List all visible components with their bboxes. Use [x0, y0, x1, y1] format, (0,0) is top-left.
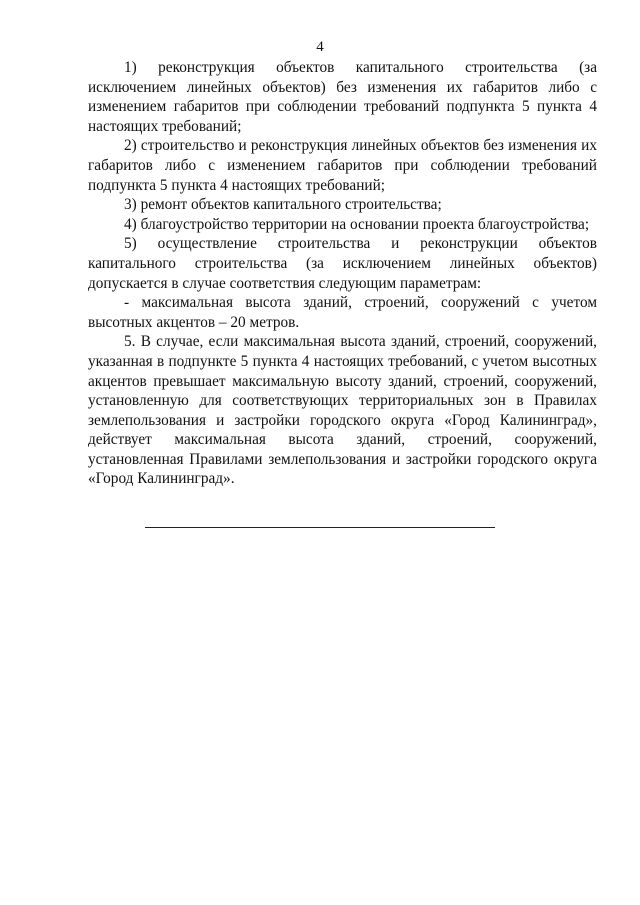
paragraph-item-4: 4) благоустройство территории на основании проекта благоустройства; — [124, 215, 590, 233]
paragraph-item-2: 2) строительство и реконструкция линейных объектов без изменения их габаритов либо с изменением габаритов при соблюдении требований подпункта 5 пункта 4 настоящих требований; — [88, 137, 597, 194]
paragraph-section-5: 5. В случае, если максимальная высота зданий, строений, сооружений, указанная в подпункте 5 пункта 4 настоящих требований, с учетом высотных акцентов превышает максимальную высоту зданий, строений, сооружений, установленную для соответствующих территориальных зон в Правилах землепользования и застройки городского округа «Город Калининград», действует максимальная высота зданий, строений, сооружений, установленная Правилами землепользования и застройки городского округа «Город Калининград». — [88, 333, 597, 488]
paragraph-height-limit: - максимальная высота зданий, строений, сооружений с учетом высотных акцентов – 20 метров. — [88, 294, 597, 331]
paragraph-item-5: 5) осуществление строительства и реконструкции объектов капитального строительства (за исключением линейных объектов) допускается в случае соответствия следующим параметрам: — [88, 235, 597, 292]
document-body — [88, 58, 597, 489]
paragraph-item-1: 1) реконструкция объектов капитального строительства (за исключением линейных объектов) без изменения их габаритов либо с изменением габаритов при соблюдении требований подпункта 5 пункта 4 настоящих требований; — [88, 59, 597, 135]
paragraph-item-3: 3) ремонт объектов капитального строительства; — [124, 196, 442, 214]
end-divider — [145, 527, 495, 528]
page-number: 4 — [316, 39, 324, 55]
